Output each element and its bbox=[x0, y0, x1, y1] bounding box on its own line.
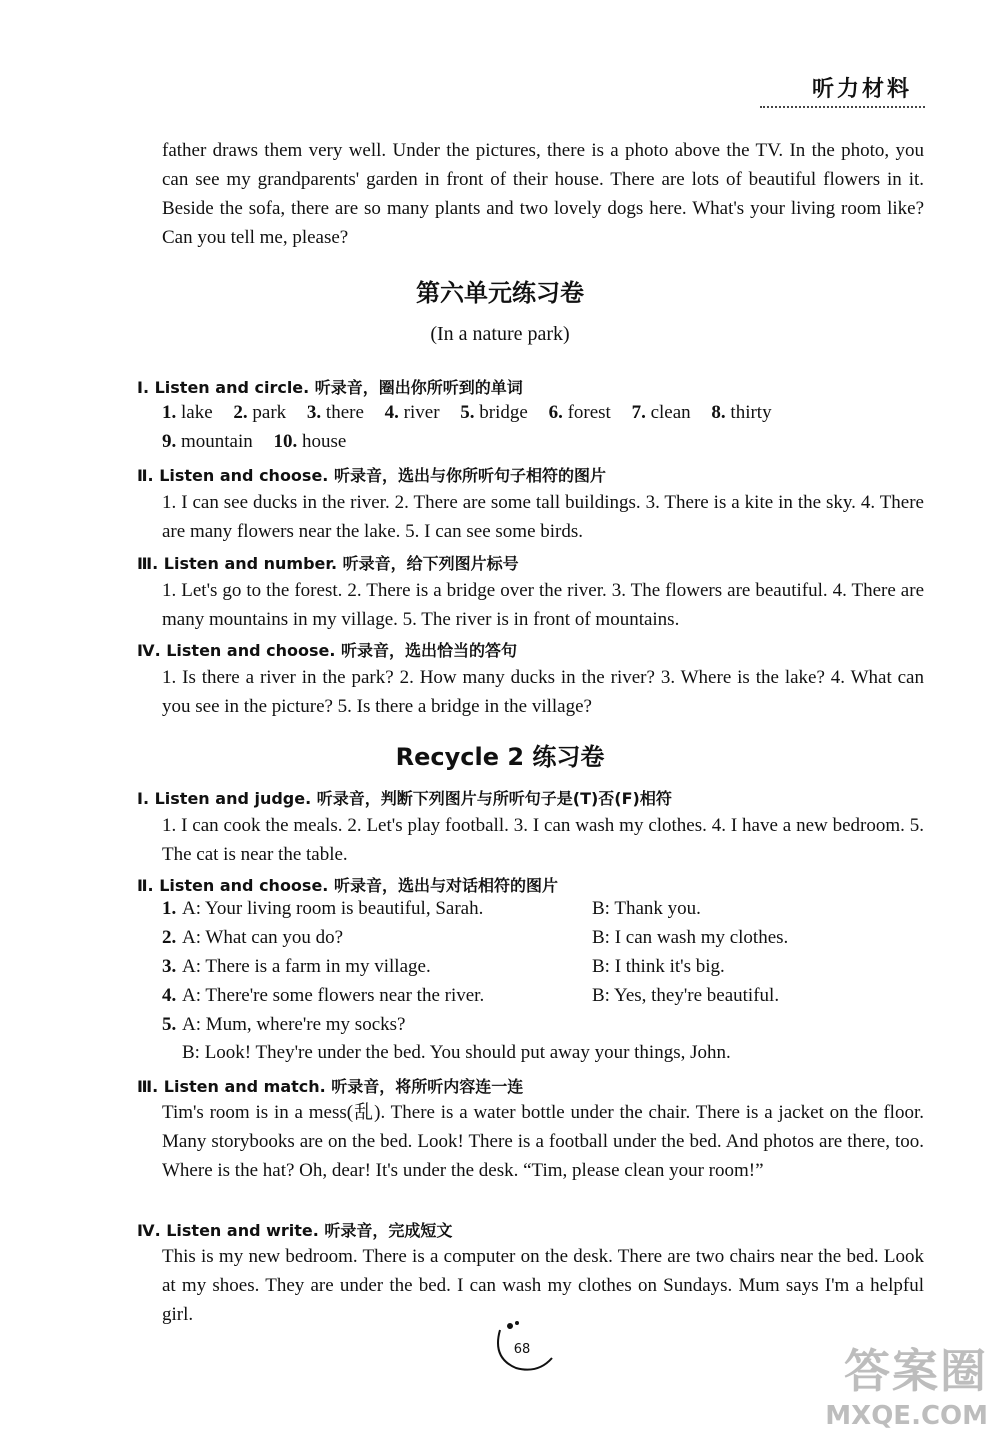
dialog-number: 1. bbox=[162, 898, 177, 919]
recycle2-s3-text: Tim's room is in a mess(乱). There is a water bottle under the chair. There is a jacket on the floor. Many storybooks are on the bed. Look! There is a football under the bed. And photos are there, too. Where is the hat? Oh, dear! It's under the desk. “Tim, please clean your room!” bbox=[162, 1102, 924, 1181]
word-item: 7. clean bbox=[631, 402, 691, 423]
dialog-a: A: There're some flowers near the river. bbox=[182, 985, 485, 1006]
dialog-number: 3. bbox=[162, 956, 177, 977]
unit6-title: 第六单元练习卷 bbox=[416, 279, 584, 307]
dialog-a: A: There is a farm in my village. bbox=[182, 956, 431, 977]
dialog-b: B: Yes, they're beautiful. bbox=[592, 985, 780, 1006]
word-item: 3. there bbox=[306, 402, 364, 423]
recycle2-s4-text: This is my new bedroom. There is a computer on the desk. There are two chairs near the bed. Look at my shoes. They are under the bed. I can wash my clothes on Sundays. Mum says I'm a helpful girl. bbox=[162, 1246, 924, 1325]
unit6-subtitle: (In a nature park) bbox=[430, 323, 570, 345]
watermark-en: MXQE.COM bbox=[825, 1401, 988, 1431]
unit6-s1-heading: Ⅰ. Listen and circle. 听录音，圈出你所听到的单词 bbox=[137, 378, 523, 397]
word-item: 9. mountain bbox=[162, 431, 253, 452]
header-rule bbox=[760, 106, 925, 108]
watermark-cn: 答案圈 bbox=[844, 1344, 988, 1398]
unit6-s3-text: 1. Let's go to the forest. 2. There is a bridge over the river. 3. The flowers are beautiful. 4. There are many mountains in my village. 5. The river is in front of mountains. bbox=[162, 580, 924, 630]
recycle2-title: Recycle 2 练习卷 bbox=[395, 743, 605, 771]
dialog-b: B: Thank you. bbox=[592, 898, 701, 919]
recycle2-s1-text: 1. I can cook the meals. 2. Let's play football. 3. I can wash my clothes. 4. I have a new bedroom. 5. The cat is near the table. bbox=[162, 815, 924, 865]
dialog-number: 2. bbox=[162, 927, 177, 948]
dialog-a: A: What can you do? bbox=[182, 927, 344, 948]
dialog-b: B: I think it's big. bbox=[592, 956, 725, 977]
dialog-a: A: Your living room is beautiful, Sarah. bbox=[182, 898, 484, 919]
unit6-s2-heading: Ⅱ. Listen and choose. 听录音，选出与你所听句子相符的图片 bbox=[137, 466, 606, 485]
recycle2-s3-heading: Ⅲ. Listen and match. 听录音，将所听内容连一连 bbox=[137, 1077, 524, 1096]
unit6-s4-heading: Ⅳ. Listen and choose. 听录音，选出恰当的答句 bbox=[137, 641, 517, 660]
recycle2-s4-heading: Ⅳ. Listen and write. 听录音，完成短文 bbox=[137, 1221, 453, 1240]
intro-paragraph: father draws them very well. Under the pictures, there is a photo above the TV. In the photo, you can see my grandparents' garden in front of their house. There are lots of beautiful flowers in it. Beside the sofa, there are so many plants and two lovely dogs here. What's your living room like? Can you tell me, please? bbox=[162, 140, 924, 248]
word-item: 4. river bbox=[384, 402, 440, 423]
word-item: 2. park bbox=[233, 402, 287, 423]
recycle2-s2-heading: Ⅱ. Listen and choose. 听录音，选出与对话相符的图片 bbox=[137, 876, 558, 895]
unit6-s4-text: 1. Is there a river in the park? 2. How many ducks in the river? 3. Where is the lake? 4. What can you see in the picture? 5. Is there a bridge in the village? bbox=[162, 667, 924, 717]
unit6-s1-words-row1 bbox=[162, 402, 788, 424]
unit6-s2-text: 1. I can see ducks in the river. 2. There are some tall buildings. 3. There is a kite in the sky. 4. There are many flowers near the lake. 5. I can see some birds. bbox=[162, 492, 924, 542]
word-item: 1. lake bbox=[162, 402, 213, 423]
header-title: 听力材料 bbox=[811, 77, 912, 102]
watermark bbox=[825, 1335, 988, 1431]
dialog-b: B: Look! They're under the bed. You should put away your things, John. bbox=[182, 1042, 731, 1063]
dialog-number: 4. bbox=[162, 985, 177, 1006]
unit6-s3-heading: Ⅲ. Listen and number. 听录音，给下列图片标号 bbox=[137, 554, 519, 573]
page-number: 68 bbox=[513, 1342, 531, 1357]
recycle2-s1-heading: Ⅰ. Listen and judge. 听录音，判断下列图片与所听句子是(T)否(F)相符 bbox=[137, 789, 672, 808]
dialog-number: 5. bbox=[162, 1014, 177, 1035]
unit6-s1-words-row2 bbox=[162, 431, 362, 453]
word-item: 5. bridge bbox=[460, 402, 528, 423]
dialog-a: A: Mum, where're my socks? bbox=[182, 1014, 406, 1035]
word-item: 8. thirty bbox=[711, 402, 772, 423]
word-item: 6. forest bbox=[548, 402, 611, 423]
word-item: 10. house bbox=[273, 431, 347, 452]
dialog-b: B: I can wash my clothes. bbox=[592, 927, 789, 948]
